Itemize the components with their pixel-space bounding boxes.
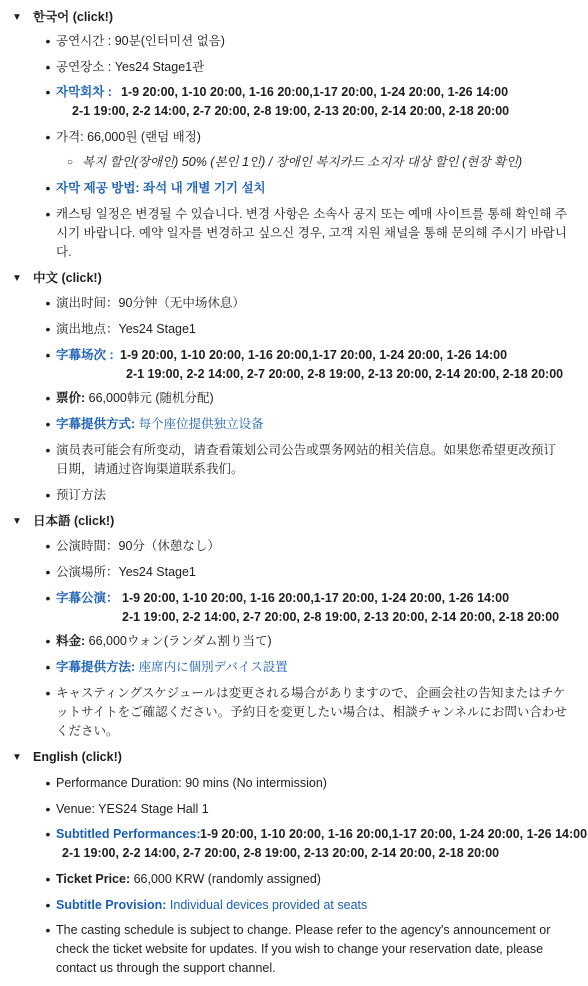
subtitle-dates-line2: 2-1 19:00, 2-2 14:00, 2-7 20:00, 2-8 19:00, 2-13 20:00, 2-14 20:00, 2-18 20:00 [62,846,500,860]
venue-text: Venue: YES24 Stage Hall 1 [56,802,209,816]
price-text: 票价: 66,000韩元 (随机分配) [56,391,214,405]
provision-text: 字幕提供方式: 每个座位提供独立设备 [56,417,264,431]
notice-text: The casting schedule is subject to change. Please refer to the agency's announcement or check the ticket website for updates. If you wish to change your reservation date, please contact us through the support channel. [56,923,551,975]
venue-text: 演出地点：Yes24 Stage1 [56,322,196,336]
bullet-icon: • [45,590,51,606]
bullet-icon: • [45,897,51,913]
duration-text: 演出时间：90分钟（无中场休息） [56,296,245,310]
details-summary-korean[interactable]: ▼ 한국어 (click!) [12,8,113,27]
subtitle-label: 字幕场次 : [56,348,114,362]
bullet-icon: • [45,871,51,887]
bullet-icon: • [45,295,51,311]
bullet-icon: • [45,487,51,503]
bullet-icon: • [45,775,51,791]
subtitle-dates-line2: 2-1 19:00, 2-2 14:00, 2-7 20:00, 2-8 19:00, 2-13 20:00, 2-14 20:00, 2-18 20:00 [126,367,564,381]
bullet-icon: • [45,633,51,649]
disclosure-triangle-icon: ▼ [12,516,22,527]
bullet-icon: • [45,321,51,337]
bullet-icon: • [45,180,51,196]
details-summary-english[interactable]: ▼ English (click!) [12,748,122,767]
venue-text: 공연장소 : Yes24 Stage1관 [56,60,205,74]
details-summary-japanese[interactable]: ▼ 日本語 (click!) [12,512,114,531]
subtitle-dates-line1: 1-9 20:00, 1-10 20:00, 1-16 20:00,1-17 20:00, 1-24 20:00, 1-26 14:00 [200,827,588,841]
notice-text: キャスティングスケジュールは変更される場合がありますので、企画会社の告知またはチケットサイトをご確認ください。予約日を変更したい場合は、相談チャンネルにお問い合わせください。 [56,686,567,738]
bullet-icon: • [45,347,51,363]
provision-text: 자막 제공 방법: 좌석 내 개별 기기 설치 [56,181,266,195]
bullet-icon: • [45,685,51,701]
provision-text: Subtitle Provision: Individual devices provided at seats [56,898,368,912]
bullet-icon: • [45,826,51,842]
duration-text: Performance Duration: 90 mins (No intermission) [56,776,327,790]
price-text: Ticket Price: 66,000 KRW (randomly assigned) [56,872,321,886]
booking-text: 预订方法 [56,488,107,502]
subtitle-dates-line1: 1-9 20:00, 1-10 20:00, 1-16 20:00,1-17 20:00, 1-24 20:00, 1-26 14:00 [122,591,510,605]
bullet-icon: • [45,390,51,406]
bullet-icon: • [45,33,51,49]
bullet-icon: • [45,659,51,675]
duration-text: 公演時間：90分（休憩なし） [56,539,220,553]
bullet-icon: • [45,206,51,222]
provision-text: 字幕提供方法: 座席内に個別デバイス設置 [56,660,288,674]
subtitle-dates-line1: 1-9 20:00, 1-10 20:00, 1-16 20:00,1-17 20:00, 1-24 20:00, 1-26 14:00 [121,85,509,99]
sub-bullet-icon: ○ [66,157,74,168]
disclosure-triangle-icon: ▼ [12,12,22,23]
disclosure-triangle-icon: ▼ [12,273,22,284]
subtitle-label: 字幕公演： [56,591,119,605]
bullet-icon: • [45,84,51,100]
bullet-icon: • [45,129,51,145]
bullet-icon: • [45,442,51,458]
disclosure-triangle-icon: ▼ [12,752,22,763]
discount-text: 복지 할인(장애인) 50% (본인 1인) / 장애인 복지카드 소지자 대상 할인 (현장 확인) [82,155,523,169]
bullet-icon: • [45,801,51,817]
bullet-icon: • [45,922,51,938]
bullet-icon: • [45,538,51,554]
price-text: 가격: 66,000원 (랜덤 배정) [56,130,201,144]
notice-text: 캐스팅 일정은 변경될 수 있습니다. 변경 사항은 소속사 공지 또는 예매 사이트를 통해 확인해 주시기 바랍니다. 예약 일자를 변경하고 싶으신 경우, 고객 지원 채널을 통해 문의해 주시기 바랍니다. [56,207,567,259]
price-text: 料金: 66,000ウォン(ランダム割り当て) [56,634,272,648]
bullet-icon: • [45,59,51,75]
subtitle-dates-line1: 1-9 20:00, 1-10 20:00, 1-16 20:00,1-17 20:00, 1-24 20:00, 1-26 14:00 [120,348,508,362]
subtitle-label: 자막회차 : [56,85,112,99]
subtitle-label: Subtitled Performances: [56,827,201,841]
details-summary-chinese[interactable]: ▼ 中文 (click!) [12,269,102,288]
venue-text: 公演場所：Yes24 Stage1 [56,565,196,579]
bullet-icon: • [45,564,51,580]
duration-text: 공연시간 : 90분(인터미션 없음) [56,34,225,48]
subtitle-dates-line2: 2-1 19:00, 2-2 14:00, 2-7 20:00, 2-8 19:00, 2-13 20:00, 2-14 20:00, 2-18 20:00 [122,610,560,624]
subtitle-dates-line2: 2-1 19:00, 2-2 14:00, 2-7 20:00, 2-8 19:00, 2-13 20:00, 2-14 20:00, 2-18 20:00 [72,104,510,118]
notice-text: 演员表可能会有所变动，请查看策划公司公告或票务网站的相关信息。如果您希望更改预订日期，请通过咨询渠道联系我们。 [56,443,557,476]
bullet-icon: • [45,416,51,432]
